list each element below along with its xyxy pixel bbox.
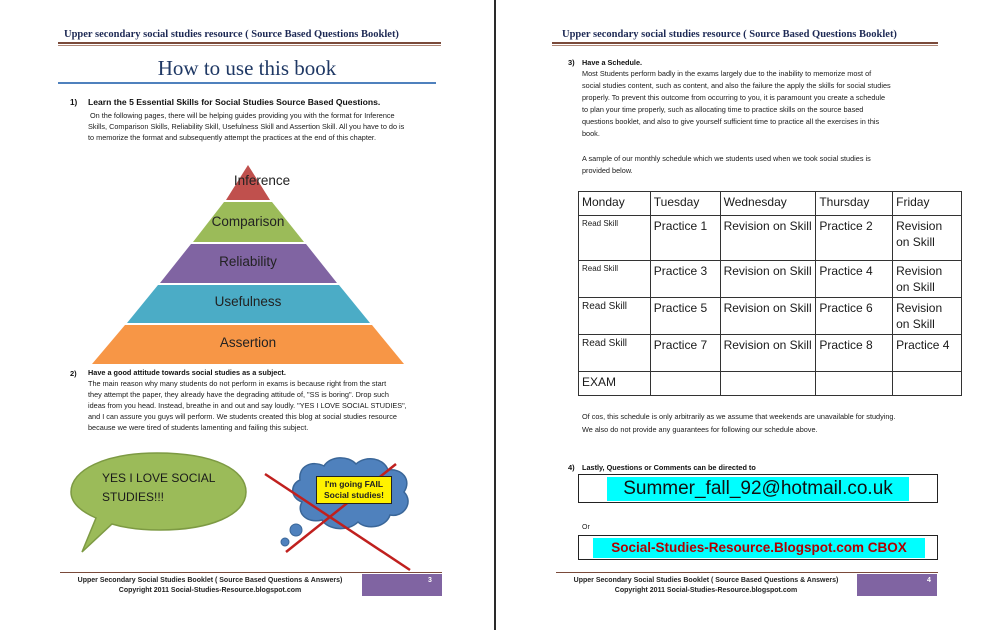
section-2-line-1: The main reason why many students do not perform in exams is because right from the start [88, 379, 387, 388]
schedule-row [579, 261, 962, 298]
schedule-cell: Practice 5 [650, 298, 720, 335]
schedule-cell [720, 372, 816, 396]
schedule-cell: Revision on Skill [720, 335, 816, 372]
schedule-cell: EXAM [579, 372, 651, 396]
left-footer-line-2: Copyright 2011 Social-Studies-Resource.blogspot.com [118, 587, 302, 594]
love-bubble-line-2: STUDIES!!! [102, 490, 165, 504]
schedule-cell: Revision on Skill [893, 298, 962, 335]
section-2-heading: Have a good attitude towards social studies as a subject. [88, 368, 286, 377]
left-page-header: Upper secondary social studies resource ( Source Based Questions Booklet) [64, 29, 399, 40]
pyramid-label-assertion: Assertion [219, 335, 277, 350]
schedule-cell: Revision on Skill [720, 298, 816, 335]
schedule-cell [893, 372, 962, 396]
right-footer-line-1: Upper Secondary Social Studies Booklet ( Source Based Questions & Answers) [573, 577, 839, 584]
page-spine [494, 0, 496, 630]
schedule-cell: Revision on Skill [720, 216, 816, 261]
schedule-cell: Revision on Skill [893, 216, 962, 261]
section-1-line-2: Skills, Comparison Skills, Reliability Skill, Usefulness Skill and Assertion Skill. All you have to do is [88, 122, 405, 131]
section-4-heading: Lastly, Questions or Comments can be directed to [582, 463, 756, 472]
section-2-line-2: they attempt the paper, they already have the degrading attitude of, "SS is boring". Drop such [88, 390, 389, 399]
schedule-cell: Practice 3 [650, 261, 720, 298]
bubbles-graphic [0, 0, 494, 630]
right-footer-rule [556, 572, 938, 573]
schedule-header-cell: Monday [579, 192, 651, 216]
right-footer-line-2: Copyright 2011 Social-Studies-Resource.blogspot.com [614, 587, 798, 594]
love-bubble-line-1: YES I LOVE SOCIAL [102, 471, 216, 485]
right-page-number-bar [857, 574, 937, 596]
disclaimer-line-2: We also do not provide any guarantees for following our schedule above. [582, 425, 818, 434]
section-2-line-5: because we were tired of students lamenting and failing this subject. [88, 423, 309, 432]
pyramid-label-comparison: Comparison [211, 214, 285, 229]
schedule-cell: Read Skill [579, 335, 651, 372]
schedule-cell: Practice 2 [816, 216, 893, 261]
schedule-cell: Practice 4 [893, 335, 962, 372]
disclaimer-line-1: Of cos, this schedule is only arbitrarily as we assume that weekends are unavailable for studying. [582, 412, 896, 421]
email-address[interactable]: Summer_fall_92@hotmail.co.uk [607, 477, 909, 501]
sample-line-2: provided below. [582, 166, 633, 175]
page-title: How to use this book [157, 56, 337, 80]
section-3-line-3: properly. To prevent this outcome from occurring to you, it is paramount you create a schedule [582, 93, 886, 102]
schedule-row [579, 335, 962, 372]
schedule-cell: Read Skill [579, 298, 651, 335]
schedule-header-cell: Friday [893, 192, 962, 216]
fail-bubble-label [316, 476, 392, 504]
schedule-cell [650, 372, 720, 396]
cbox-box [578, 535, 938, 560]
section-3-line-2: social studies content, such as content, and also the failure the apply the skills for social studies [582, 81, 891, 90]
schedule-cell: Practice 8 [816, 335, 893, 372]
pyramid-label-reliability: Reliability [219, 254, 277, 269]
section-3-line-4: to plan your time properly, such as allocating time to practice skills on the source based [582, 105, 864, 114]
schedule-cell: Practice 7 [650, 335, 720, 372]
left-footer-line-1: Upper Secondary Social Studies Booklet ( Source Based Questions & Answers) [77, 577, 343, 584]
section-3-line-5: questions booklet, and also to give yourself sufficient time to practice all the exercises in this [582, 117, 880, 126]
schedule-row [579, 216, 962, 261]
left-page-number-bar [362, 574, 442, 596]
schedule-row [579, 372, 962, 396]
or-label: Or [582, 524, 590, 531]
left-page-number: 3 [428, 577, 432, 584]
schedule-cell: Revision on Skill [720, 261, 816, 298]
section-2-line-4: and I can assure you guys will perform. We students created this blog at social studies resource [88, 412, 397, 421]
section-1-heading: Learn the 5 Essential Skills for Social Studies Source Based Questions. [88, 97, 381, 107]
section-3-number: 3) [568, 58, 575, 67]
schedule-header-cell: Wednesday [720, 192, 816, 216]
schedule-cell: Revision on Skill [893, 261, 962, 298]
right-header-rule [552, 42, 938, 44]
left-footer-rule [60, 572, 442, 573]
pyramid-label-usefulness: Usefulness [214, 294, 282, 309]
pyramid-label-inference: Inference [233, 173, 291, 188]
schedule-header-cell: Tuesday [650, 192, 720, 216]
schedule-cell: Practice 4 [816, 261, 893, 298]
schedule-table [578, 191, 962, 396]
section-1-line-1: On the following pages, there will be helping guides providing you with the format for Inference [90, 111, 395, 120]
section-4-number: 4) [568, 463, 575, 472]
section-3-line-1: Most Students perform badly in the exams largely due to the inability to memorize most of [582, 69, 872, 78]
schedule-cell: Practice 1 [650, 216, 720, 261]
right-header-rule-thin [552, 45, 938, 46]
section-1-line-3: to memorize the format and subsequently attempt the practices at the end of this chapter. [88, 133, 376, 142]
section-1-number: 1) [70, 98, 78, 107]
section-2-number: 2) [70, 369, 77, 378]
schedule-cell: Read Skill [579, 261, 651, 298]
sample-line-1: A sample of our monthly schedule which we students used when we took social studies is [582, 154, 871, 163]
cbox-link[interactable]: Social-Studies-Resource.Blogspot.com CBOX [593, 538, 925, 558]
fail-bubble-line-1: I'm going FAIL [324, 479, 384, 489]
section-3-heading: Have a Schedule. [582, 58, 643, 67]
right-page-header: Upper secondary social studies resource ( Source Based Questions Booklet) [562, 29, 897, 40]
section-2-line-3: ideas from you head. Instead, breathe in and out and say loudly. "YES I LOVE SOCIAL STUDIES", [88, 401, 407, 410]
schedule-row [579, 298, 962, 335]
schedule-cell [816, 372, 893, 396]
schedule-cell: Practice 6 [816, 298, 893, 335]
schedule-header-cell: Thursday [816, 192, 893, 216]
schedule-cell: Read Skill [579, 216, 651, 261]
right-page-number: 4 [927, 577, 931, 584]
section-3-line-6: book. [582, 129, 600, 138]
email-box [578, 474, 938, 503]
fail-bubble-line-2: Social studies! [324, 490, 384, 500]
schedule-header-row [579, 192, 962, 216]
